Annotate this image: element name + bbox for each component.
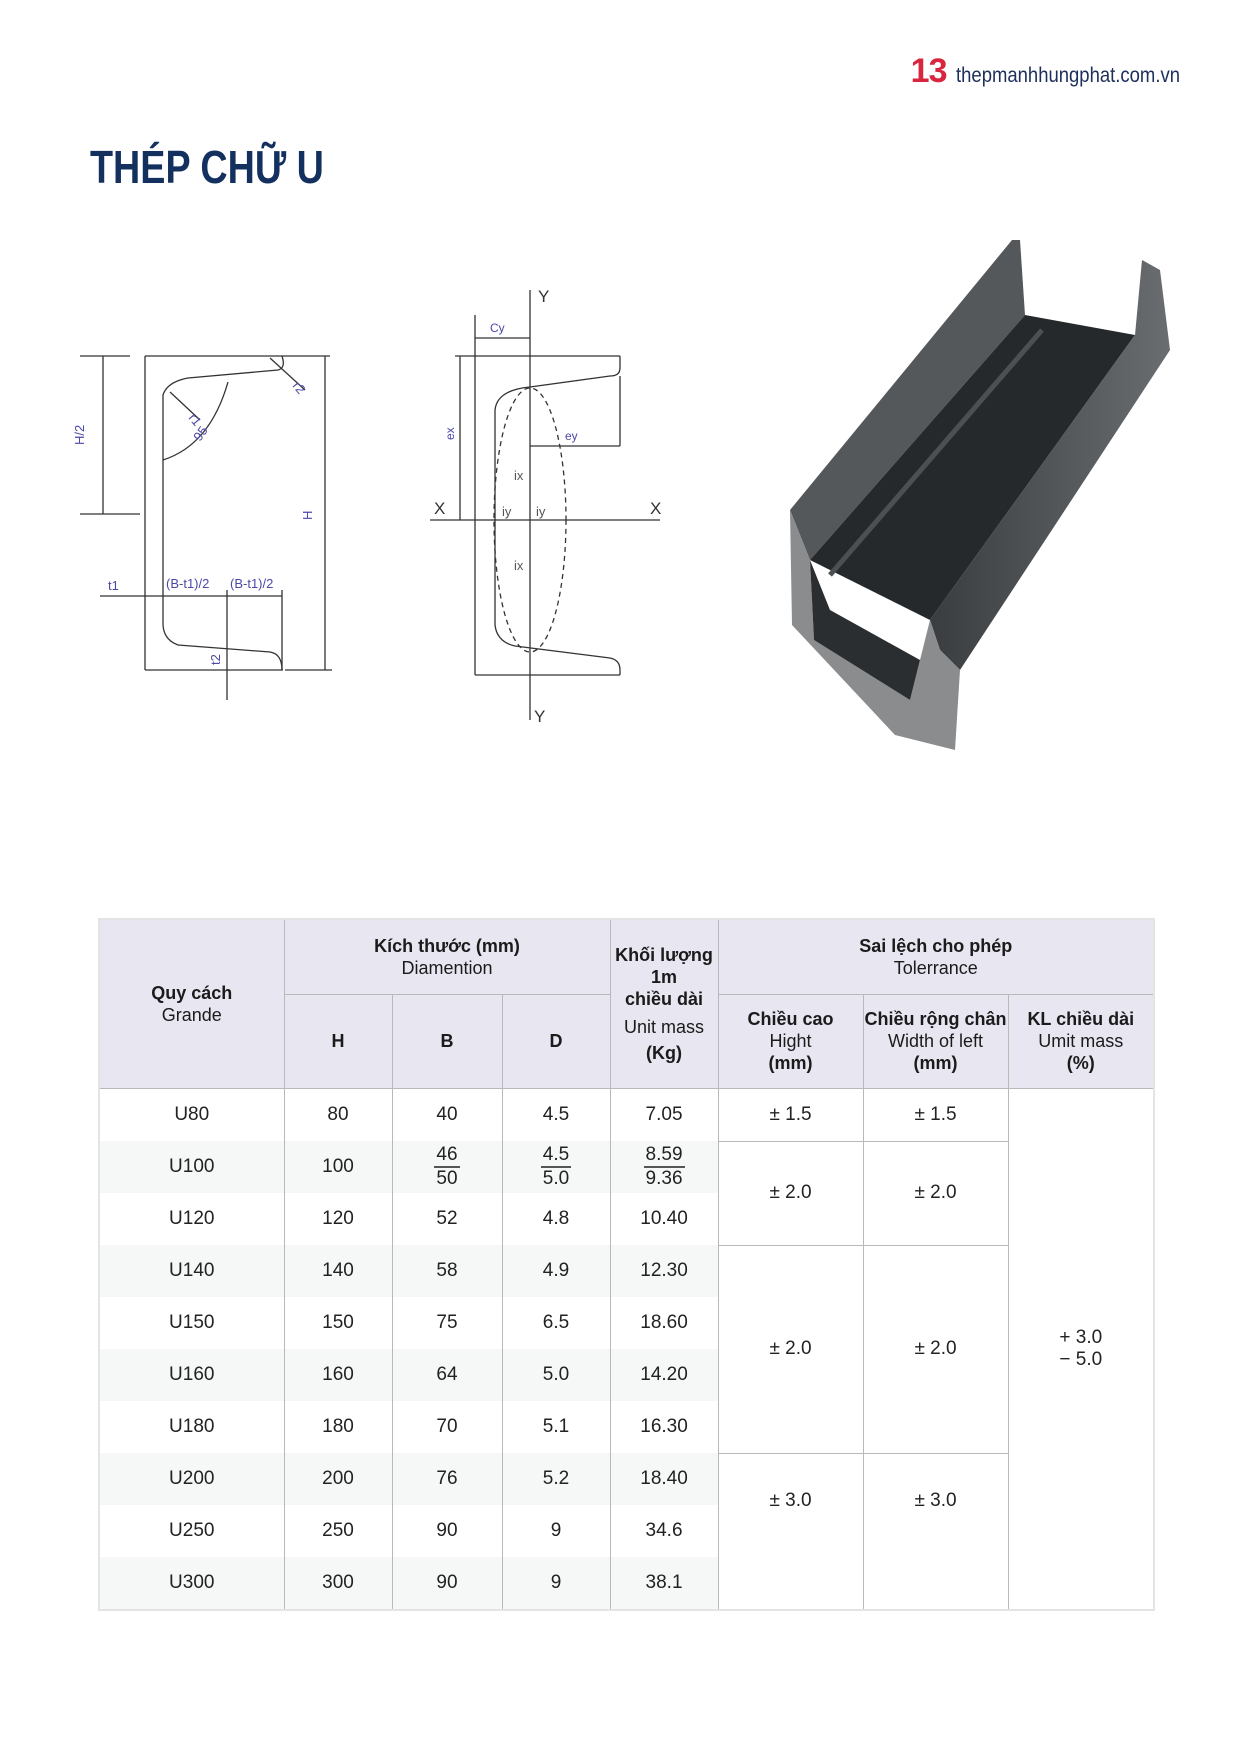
label-iy-left: iy xyxy=(502,504,512,519)
cell-h: 180 xyxy=(284,1401,392,1453)
label-angle: 95 xyxy=(190,423,211,444)
cell-width-tolerance: ± 1.5 xyxy=(863,1088,1008,1141)
cell-height-tolerance: ± 2.0 xyxy=(718,1245,863,1453)
label-x-left: X xyxy=(434,499,446,518)
header-mass: Khối lượng 1m chiều dài Unit mass (Kg) xyxy=(610,920,718,1088)
cell-spec: U140 xyxy=(100,1245,284,1297)
cell-mass: 38.1 xyxy=(610,1557,718,1609)
website-link[interactable]: thepmanhhungphat.com.vn xyxy=(956,64,1181,87)
cell-d: 5.0 xyxy=(502,1349,610,1401)
label-y-bottom: Y xyxy=(534,707,546,726)
cell-b: 58 xyxy=(392,1245,502,1297)
cell-width-tolerance: ± 3.0 xyxy=(863,1453,1008,1609)
header-spec: Quy cách Grande xyxy=(100,920,284,1088)
label-t2: t2 xyxy=(208,654,223,665)
label-y-top: Y xyxy=(538,287,550,306)
cell-b: 90 xyxy=(392,1557,502,1609)
header-width-tolerance: Chiều rộng chân Width of left (mm) xyxy=(863,994,1008,1088)
cell-mass: 7.05 xyxy=(610,1088,718,1141)
label-r2: r2 xyxy=(289,378,309,397)
label-ix-top: ix xyxy=(514,468,524,483)
cell-h: 100 xyxy=(284,1141,392,1193)
channel-dimension-drawing-icon xyxy=(60,320,360,710)
header-mass-tolerance: KL chiều dài Umit mass (%) xyxy=(1008,994,1153,1088)
cell-spec: U160 xyxy=(100,1349,284,1401)
cell-d: $\frac{4.5}{5.0}$ xyxy=(502,1141,610,1193)
cell-mass: 18.60 xyxy=(610,1297,718,1349)
page-header xyxy=(911,52,1211,91)
cell-spec: U200 xyxy=(100,1453,284,1505)
cell-h: 80 xyxy=(284,1088,392,1141)
cell-d: 9 xyxy=(502,1557,610,1609)
cell-h: 140 xyxy=(284,1245,392,1297)
axis-diagram xyxy=(430,280,700,730)
label-x-right: X xyxy=(650,499,662,518)
cell-mass: 18.40 xyxy=(610,1453,718,1505)
cell-h: 120 xyxy=(284,1193,392,1245)
cell-b: 70 xyxy=(392,1401,502,1453)
page-number: 13 xyxy=(910,52,947,90)
label-cy: Cy xyxy=(490,321,505,335)
header-dimension: Kích thước (mm) Diamention xyxy=(284,920,610,994)
cell-d: 4.9 xyxy=(502,1245,610,1297)
cell-mass: $\frac{8.59}{9.36}$ xyxy=(610,1141,718,1193)
spec-table xyxy=(100,920,1153,1609)
cell-mass: 14.20 xyxy=(610,1349,718,1401)
channel-axis-drawing-icon xyxy=(430,280,700,730)
cell-d: 5.1 xyxy=(502,1401,610,1453)
cell-h: 250 xyxy=(284,1505,392,1557)
cell-spec: U250 xyxy=(169,1520,215,1541)
cell-d: 4.8 xyxy=(502,1193,610,1245)
cell-spec: U150 xyxy=(169,1312,215,1333)
cell-b: 40 xyxy=(392,1088,502,1141)
cell-b: 90 xyxy=(392,1505,502,1557)
cell-d: 5.2 xyxy=(502,1453,610,1505)
cell-b: 76 xyxy=(392,1453,502,1505)
table-row xyxy=(100,1453,1153,1505)
label-ex: ex xyxy=(443,427,457,440)
cell-spec: U180 xyxy=(169,1416,215,1437)
label-t1: t1 xyxy=(108,578,119,593)
cell-b: 75 xyxy=(392,1297,502,1349)
cell-h: 300 xyxy=(284,1557,392,1609)
cell-b: 52 xyxy=(392,1193,502,1245)
label-ix-bottom: ix xyxy=(514,558,524,573)
cell-spec: U100 xyxy=(100,1141,284,1193)
cell-height-tolerance: ± 1.5 xyxy=(718,1088,863,1141)
page-title: THÉP CHỮ U xyxy=(90,141,324,193)
cell-h: 160 xyxy=(284,1349,392,1401)
cell-mass: 16.30 xyxy=(610,1401,718,1453)
cell-mass: 10.40 xyxy=(610,1193,718,1245)
cell-width-tolerance: ± 2.0 xyxy=(863,1141,1008,1245)
product-photo xyxy=(780,230,1180,760)
label-ey: ey xyxy=(565,429,578,443)
cell-spec: U120 xyxy=(169,1208,215,1229)
cell-mass-tolerance: + 3.0 − 5.0 xyxy=(1008,1088,1153,1609)
label-half-height: H/2 xyxy=(72,424,87,445)
cell-d: 4.5 xyxy=(502,1088,610,1141)
cell-spec: U80 xyxy=(100,1088,284,1141)
cell-b: $\frac{46}{50}$ xyxy=(392,1141,502,1193)
cell-h: 150 xyxy=(284,1297,392,1349)
table-row xyxy=(100,1141,1153,1193)
cell-h: 200 xyxy=(284,1453,392,1505)
label-height: H xyxy=(300,510,315,520)
table-row xyxy=(100,1245,1153,1297)
label-iy-right: iy xyxy=(536,504,546,519)
label-flange-left: (B-t1)/2 xyxy=(166,576,210,591)
cell-b: 64 xyxy=(392,1349,502,1401)
cell-d: 9 xyxy=(502,1505,610,1557)
cell-d: 6.5 xyxy=(502,1297,610,1349)
header-b: B xyxy=(392,994,502,1088)
table-row xyxy=(100,1088,1153,1141)
header-tolerance: Sai lệch cho phép Tolerrance xyxy=(718,920,1153,994)
header-height-tolerance: Chiều cao Hight (mm) xyxy=(718,994,863,1088)
header-d: D xyxy=(502,994,610,1088)
cell-height-tolerance: ± 3.0 xyxy=(718,1453,863,1609)
u-channel-photo-icon xyxy=(780,230,1180,760)
label-r1: r1 xyxy=(185,410,205,429)
cell-width-tolerance: ± 2.0 xyxy=(863,1245,1008,1453)
label-flange-right: (B-t1)/2 xyxy=(230,576,274,591)
cell-mass: 34.6 xyxy=(610,1505,718,1557)
cell-height-tolerance: ± 2.0 xyxy=(718,1141,863,1245)
header-h: H xyxy=(284,994,392,1088)
dimension-diagram xyxy=(60,320,360,710)
cell-spec: U300 xyxy=(100,1557,284,1609)
cell-mass: 12.30 xyxy=(610,1245,718,1297)
